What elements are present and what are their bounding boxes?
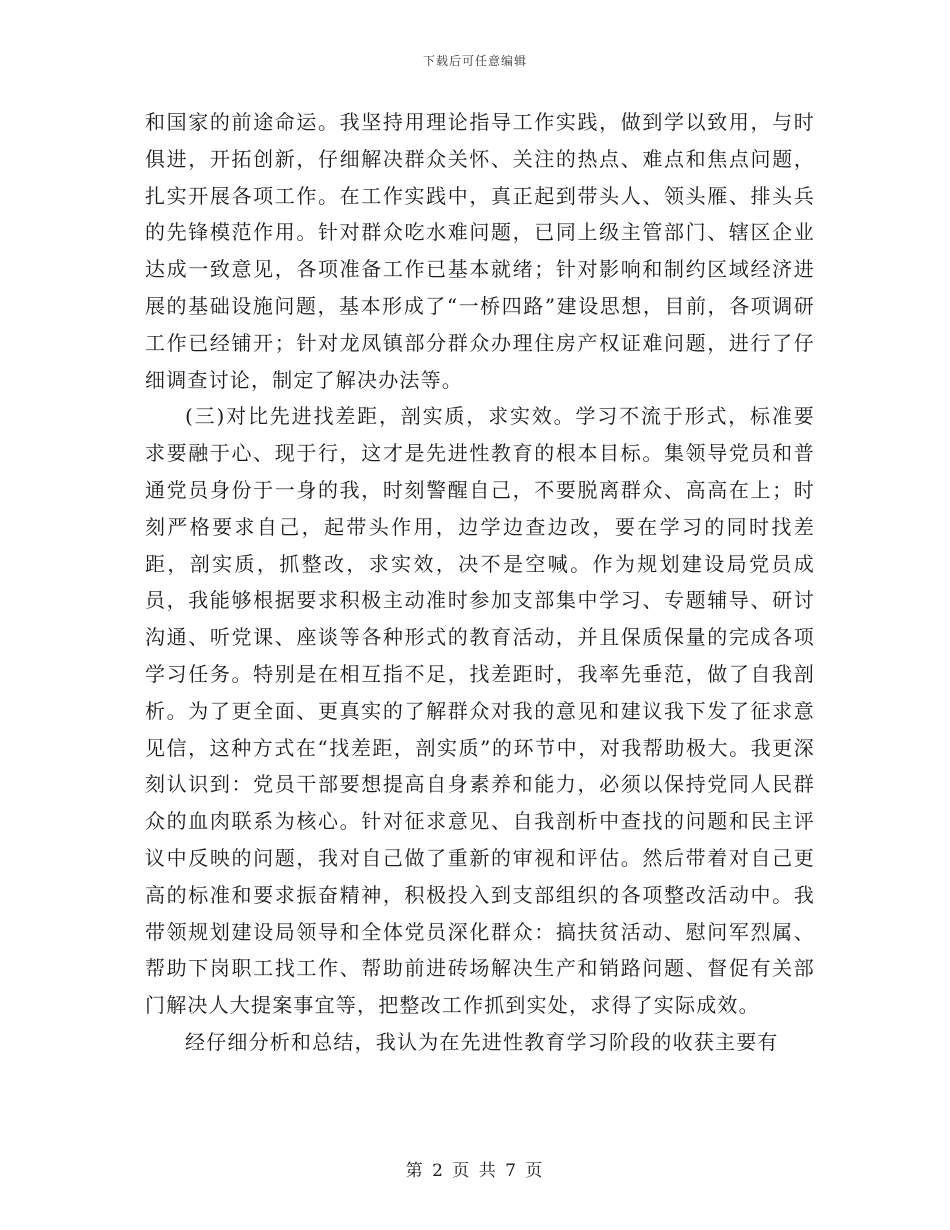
page-footer: 第 2 页 共 7 页 bbox=[405, 1161, 545, 1181]
paragraph-continuation: 和国家的前途命运。我坚持用理论指导工作实践，做到学以致用，与时俱进，开拓创新，仔细解决群众关怀、关注的热点、难点和焦点问题，扎实开展各项工作。在工作实践中，真正起到带头人、领头雁、排头兵的先锋模范作用。针对群众吃水难问题，已同上级主管部门、辖区企业达成一致意见，各项准备工作已基本就绪；针对影响和制约区域经济进展的基础设施问题，基本形成了“一桥四路”建设思想，目前，各项调研工作已经铺开；针对龙凤镇部分群众办理住房产权证难问题，进行了仔细调查讨论，制定了解决办法等。 bbox=[145, 110, 815, 392]
paragraph-summary-start: 经仔细分析和总结，我认为在先进性教育学习阶段的收获主要有 bbox=[185, 1029, 779, 1054]
paragraph-section-three: (三)对比先进找差距，剖实质，求实效。学习不流于形式，标准要求要融于心、现于行，这才是先进性教育的根本目标。集领导党员和普通党员身份于一身的我，时刻警醒自己，不要脱离群众、高高在上；时刻严格要求自己，起带头作用，边学边查边改，要在学习的同时找差距，剖实质，抓整改，求实效，决不是空喊。作为规划建设局党员成员，我能够根据要求积极主动准时参加支部集中学习、专题辅导、研讨沟通、听党课、座谈等各种形式的教育活动，并且保质保量的完成各项学习任务。特别是在相互指不足，找差距时，我率先垂范，做了自我剖析。为了更全面、更真实的了解群众对我的意见和建议我下发了征求意见信，这种方式在“找差距，剖实质”的环节中，对我帮助极大。我更深刻认识到：党员干部要想提高自身素养和能力，必须以保持党同人民群众的血肉联系为核心。针对征求意见、自我剖析中查找的问题和民主评议中反映的问题，我对自己做了重新的审视和评估。然后带着对自己更高的标准和要求振奋精神，积极投入到支部组织的各项整改活动中。我带领规划建设局领导和全体党员深化群众：搞扶贫活动、慰问军烈属、帮助下岗职工找工作、帮助前进砖场解决生产和销路问题、督促有关部门解决人大提案事宜等，把整改工作抓到实处，求得了实际成效。 bbox=[145, 404, 815, 1018]
document-body bbox=[145, 104, 815, 1061]
page-header: 下载后可任意编辑 bbox=[422, 54, 527, 68]
